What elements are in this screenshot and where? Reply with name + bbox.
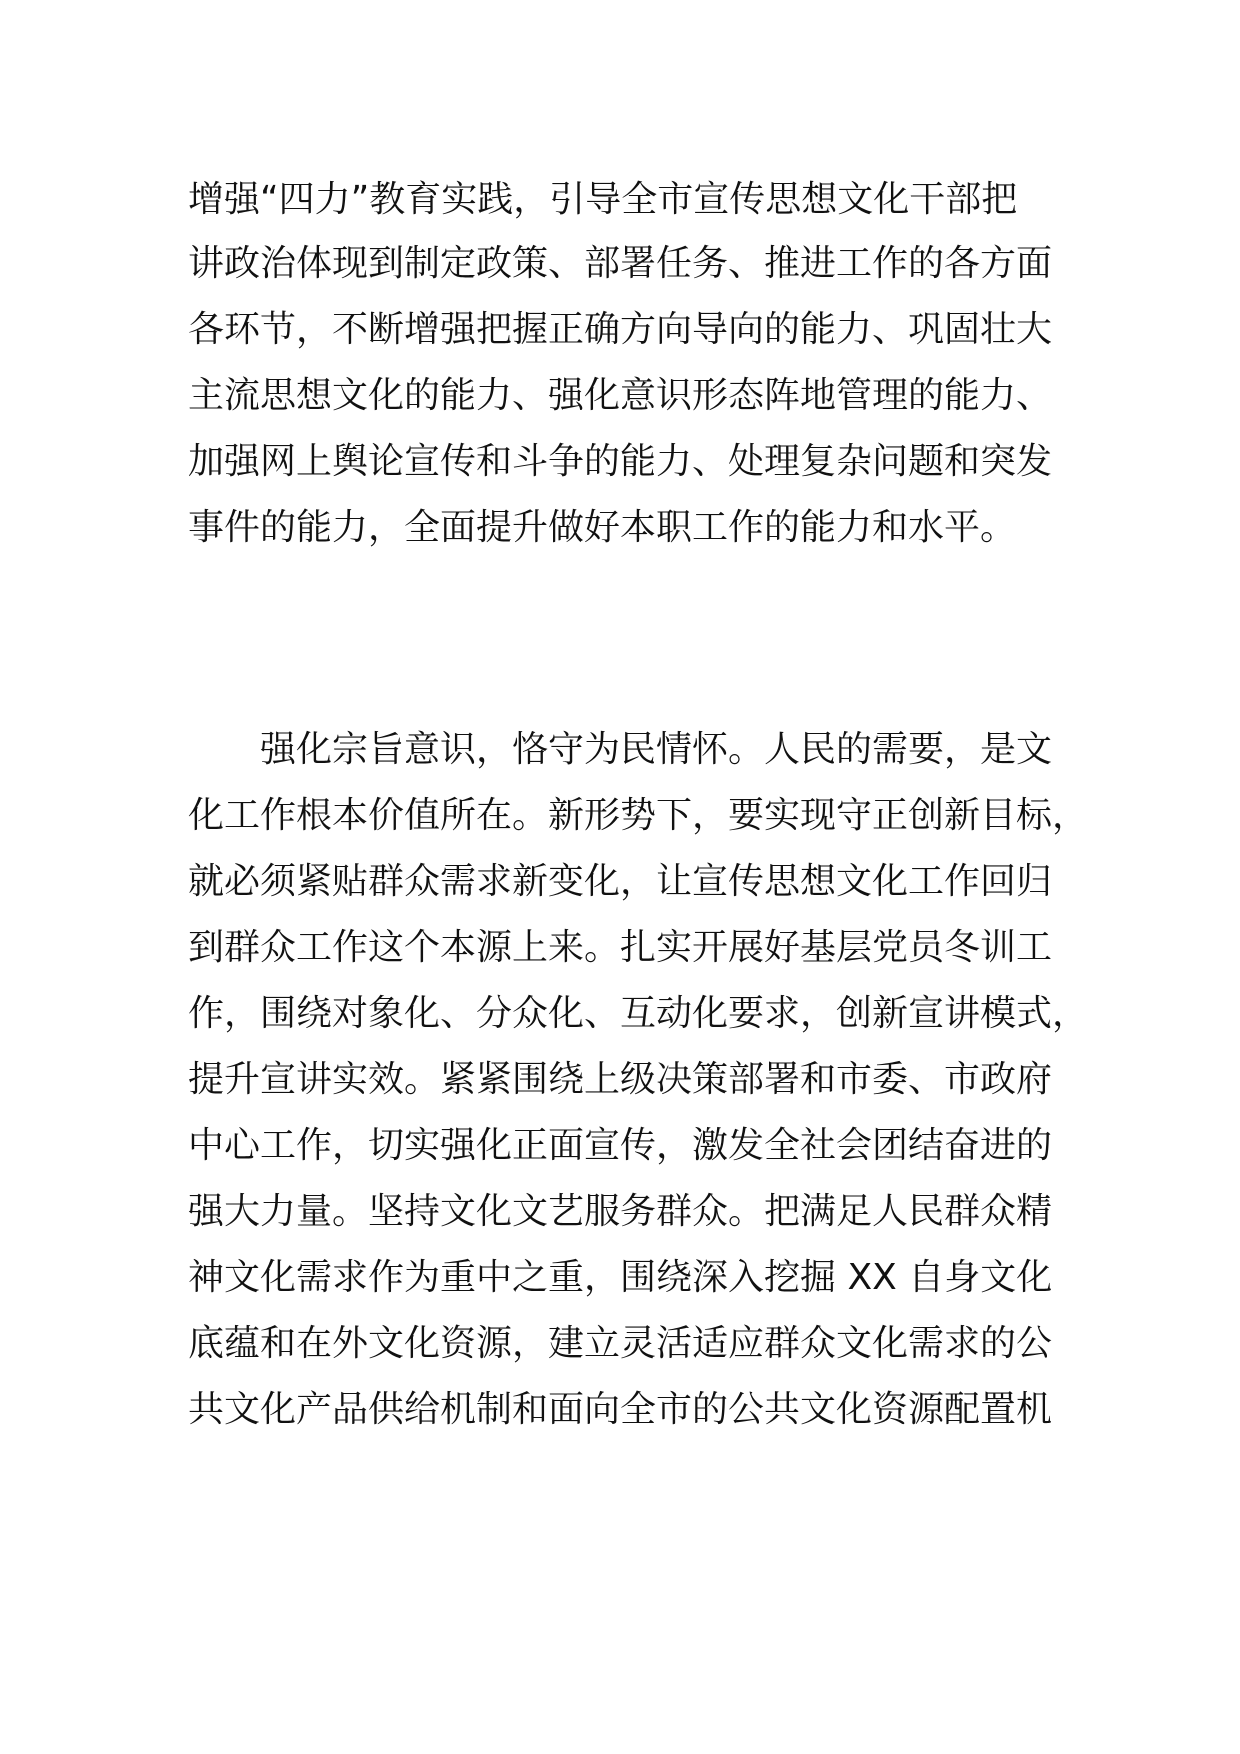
p1-line-5: 加强网上舆论宣传和斗争的能力、处理复杂问题和突发 (188, 441, 1053, 482)
p2-line-9: 神文化需求作为重中之重，围绕深入挖掘 XX 自身文化 (188, 1257, 1053, 1298)
p2-line-1: 强化宗旨意识，恪守为民情怀。人民的需要，是文 (260, 729, 1053, 770)
p2-line-4: 到群众工作这个本源上来。扎实开展好基层党员冬训工 (188, 927, 1053, 968)
p2-line-8: 强大力量。坚持文化文艺服务群众。把满足人民群众精 (188, 1191, 1053, 1232)
p1-line-4: 主流思想文化的能力、强化意识形态阵地管理的能力、 (188, 375, 1053, 416)
p2-line-7: 中心工作，切实强化正面宣传，激发全社会团结奋进的 (188, 1125, 1053, 1166)
p1-line-6: 事件的能力，全面提升做好本职工作的能力和水平。 (188, 507, 1017, 548)
p2-line-10: 底蕴和在外文化资源，建立灵活适应群众文化需求的公 (188, 1323, 1053, 1364)
p2-line-6: 提升宣讲实效。紧紧围绕上级决策部署和市委、市政府 (188, 1059, 1053, 1100)
p2-line-11: 共文化产品供给机制和面向全市的公共文化资源配置机 (188, 1389, 1053, 1430)
p2-line-5: 作，围绕对象化、分众化、互动化要求，创新宣讲模式， (188, 993, 1089, 1034)
p2-line-3: 就必须紧贴群众需求新变化，让宣传思想文化工作回归 (188, 861, 1053, 902)
p1-line-2: 讲政治体现到制定政策、部署任务、推进工作的各方面 (188, 243, 1053, 284)
p1-line-3: 各环节，不断增强把握正确方向导向的能力、巩固壮大 (188, 309, 1053, 350)
p2-line-2: 化工作根本价值所在。新形势下，要实现守正创新目标， (188, 795, 1089, 836)
p1-line-1: 增强“四力”教育实践，引导全市宣传思想文化干部把 (188, 179, 1018, 220)
